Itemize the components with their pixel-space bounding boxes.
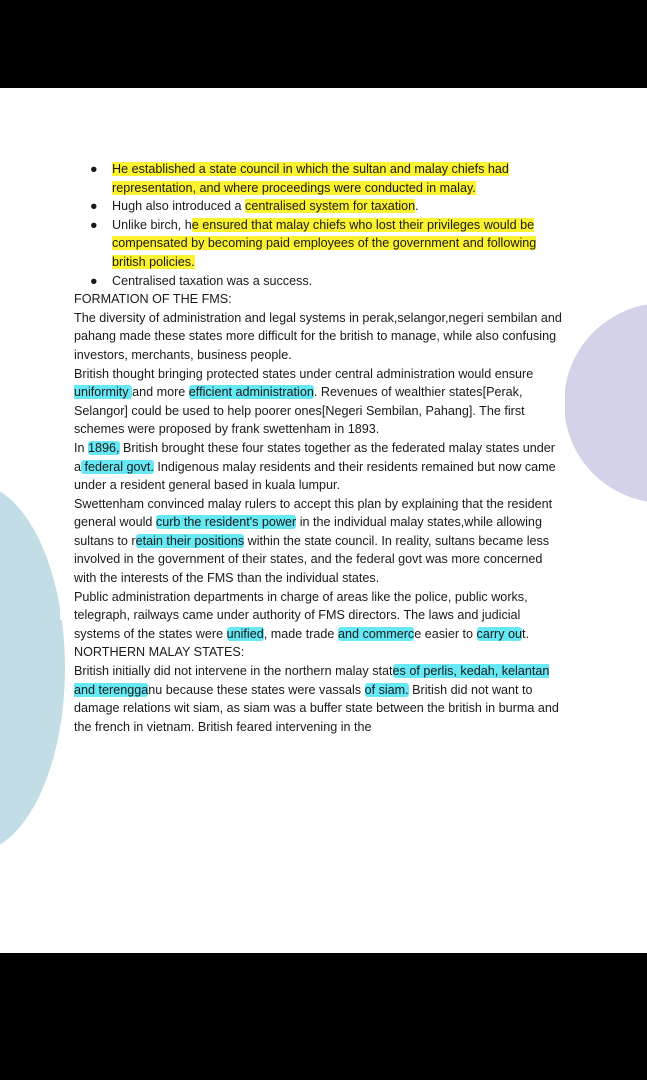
section-heading-fms: FORMATION OF THE FMS:: [74, 292, 232, 307]
bullet-item: [74, 216, 564, 272]
notes-text: [74, 160, 564, 736]
paragraph: [74, 309, 564, 365]
paragraph: [74, 495, 564, 588]
text-run: Centralised taxation was a success.: [112, 273, 313, 288]
paragraph: [74, 588, 564, 644]
paragraph: [74, 365, 564, 439]
text-run: British did not want to damage relations wit siam, as siam was a buffer state between the british in burma and the french in vietnam. British feared intervening in the: [74, 682, 559, 734]
text-run: nu because these states were vassals: [148, 682, 365, 697]
section-heading-northern: NORTHERN MALAY STATES:: [74, 645, 245, 660]
bullet-dot-icon: ●: [90, 217, 98, 232]
document-page: [0, 88, 647, 953]
bullet-text: [112, 162, 509, 195]
bullet-dot-icon: ●: [90, 199, 98, 214]
highlight-blue: and commerc: [337, 626, 415, 641]
decorative-circle-right: [564, 303, 647, 503]
text-run: . Revenues of wealthier states[Perak, Selangor] could be used to help poorer ones[Negeri Sembilan, Pahang]. The first schemes were proposed by frank swettenham in 1893.: [74, 385, 525, 437]
bullet-dot-icon: ●: [90, 273, 98, 288]
highlight-blue: federal govt.: [81, 459, 154, 474]
highlight-blue: es of perlis, kedah, kelantan and terengga: [74, 664, 550, 697]
text-run: Swettenham convinced malay rulers to accept this plan by explaining that the resident general would: [74, 496, 553, 530]
bullet-list: [74, 160, 564, 290]
bullet-text: [112, 274, 312, 288]
text-run: .: [415, 199, 419, 214]
text-run: within the state council. In reality, sultans became less involved in the government of their states, and the federal govt was more concerned with the interests of the FMS than the individual states.: [74, 533, 550, 586]
bullet-dot-icon: ●: [90, 162, 98, 176]
text-run: t.: [522, 626, 530, 641]
bullet-item: [74, 160, 564, 197]
highlight-blue: of siam.: [364, 682, 409, 697]
text-run: e easier to: [414, 626, 477, 641]
highlight-yellow: e ensured that malay chiefs who lost their privileges would be compensated by becoming paid employees of the government and following british policies.: [112, 217, 537, 269]
highlight-blue: 1896,: [88, 440, 120, 455]
text-run: and more: [132, 385, 189, 400]
text-run: , made trade: [263, 626, 338, 641]
highlight-yellow: He established a state council in which the sultan and malay chiefs had representation, and where proceedings were conducted in malay.: [112, 162, 509, 195]
highlight-blue: carry ou: [476, 626, 523, 641]
text-run: Indigenous malay residents and their residents remained but now came under a resident general based in kuala lumpur.: [74, 459, 556, 493]
text-run: British initially did not intervene in the northern malay stat: [74, 664, 393, 679]
bullet-text: [112, 199, 419, 213]
paragraph: [74, 439, 564, 495]
text-run: Unlike birch, h: [112, 217, 192, 232]
bullet-text: [112, 218, 536, 269]
bullet-item: [74, 197, 564, 216]
highlight-blue: curb the resident's power: [155, 515, 297, 530]
highlight-blue: uniformity: [74, 385, 133, 400]
text-run: in the individual malay states,while allowing sultans to r: [74, 515, 542, 548]
text-run: British thought bringing protected states under central administration would ensure: [74, 366, 534, 381]
paragraph: [74, 662, 564, 736]
highlight-blue: unified: [226, 626, 264, 641]
bullet-item: [74, 272, 564, 291]
text-run: Hugh also introduced a: [112, 199, 246, 214]
highlight-yellow: centralised system for taxation: [245, 199, 416, 214]
text-run: Public administration departments in charge of areas like the police, public works, telegraph, railways came under authority of FMS directors. The laws and judicial systems of the states were: [74, 589, 528, 641]
highlight-blue: etain their positions: [135, 533, 245, 548]
decorative-circle-left: [0, 483, 65, 853]
text-run: In: [74, 440, 89, 455]
text-run: British brought these four states together as the federated malay states under a: [74, 440, 555, 474]
highlight-blue: efficient administration: [188, 385, 314, 400]
text-run: The diversity of administration and legal systems in perak,selangor,negeri sembilan and pahang made these states more difficult for the british to manage, while also confusing investors, merchants, business people.: [74, 310, 562, 362]
